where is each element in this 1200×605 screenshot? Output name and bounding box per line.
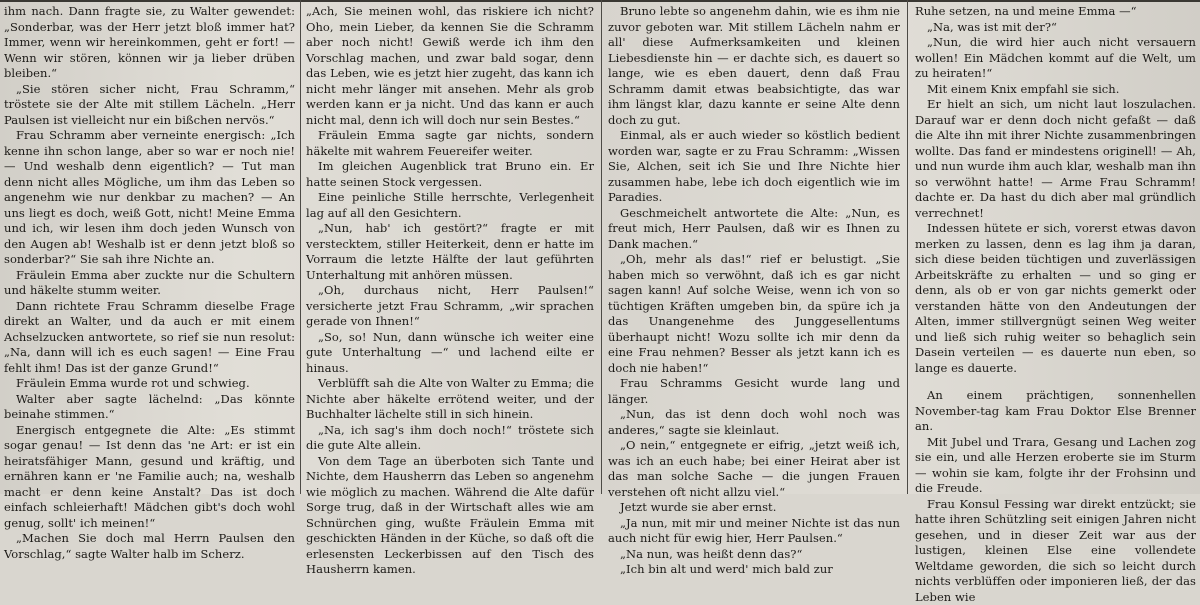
paragraph: Geschmeichelt antwortete die Alte: „Nun, es freut mich, Herr Paulsen, daß wir es Ihnen zu Dank machen.“ xyxy=(608,206,900,253)
paragraph: „Sie stören sicher nicht, Frau Schramm,“ tröstete sie der Alte mit stillem Lächeln. „Herr Paulsen ist vielleicht nur ein bißchen nervös.“ xyxy=(4,82,295,129)
column-divider xyxy=(907,0,908,494)
paragraph: „Ach, Sie meinen wohl, das riskiere ich nicht? Oho, mein Lieber, da kennen Sie die Schramm aber noch nicht! Gewiß werde ich ihm den Vorschlag machen, und zwar bald sogar, denn das Leben, wie es jetzt hier zugeht, das kann ich nicht mehr länger mit ansehen. Mehr als grob werden kann er ja nicht. Und das kann er auch nicht mal, denn ich will doch nur sein Bestes.“ xyxy=(306,4,594,128)
paragraph: Von dem Tage an überboten sich Tante und Nichte, dem Hausherrn das Leben so angenehm wie möglich zu machen. Während die Alte dafür Sorge trug, daß in der Wirtschaft alles wie am Schnürchen ging, wußte Fräulein Emma mit geschickten Händen in der Küche, so daß oft die erlesensten Leckerbissen auf den Tisch des Hausherrn kamen. xyxy=(306,454,594,578)
paragraph: „Oh, mehr als das!“ rief er belustigt. „Sie haben mich so verwöhnt, daß ich es gar nicht sagen kann! Auf solche Weise, wenn ich von so tüchtigen Kräften umgeben bin, da spüre ich ja das Unangenehme des Junggesellentums überhaupt nicht! Wozu sollte ich mir denn da eine Frau nehmen? Besser als jetzt kann ich es doch nie haben!“ xyxy=(608,252,900,376)
paragraph: Mit einem Knix empfahl sie sich. xyxy=(915,82,1196,98)
paragraph: Dann richtete Frau Schramm dieselbe Frage direkt an Walter, und da auch er mit einem Achselzucken antwortete, so rief sie nun resolut: „Na, dann will ich es euch sagen! — Eine Frau fehlt ihm! Das ist der ganze Grund!“ xyxy=(4,299,295,377)
paragraph: „So, so! Nun, dann wünsche ich weiter eine gute Unterhaltung —“ und lachend eilte er hinaus. xyxy=(306,330,594,377)
paragraph: „Na nun, was heißt denn das?“ xyxy=(608,547,900,563)
paragraph: „Na, ich sag's ihm doch noch!“ tröstete sich die gute Alte allein. xyxy=(306,423,594,454)
paragraph: Frau Schramm aber verneinte energisch: „Ich kenne ihn schon lange, aber so war er noch nie! — Und weshalb denn eigentlich? — Tut man denn nicht alles Mögliche, um ihm das Leben so angenehm wie nur denkbar zu machen? — An uns liegt es doch, weiß Gott, nicht! Meine Emma und ich, wir lesen ihm doch jeden Wunsch von den Augen ab! Weshalb ist er denn jetzt bloß so sonderbar?“ Sie sah ihre Nichte an. xyxy=(4,128,295,268)
paragraph: „Na, was ist mit der?“ xyxy=(915,20,1196,36)
paragraph: „Machen Sie doch mal Herrn Paulsen den Vorschlag,“ sagte Walter halb im Scherz. xyxy=(4,531,295,562)
paragraph: Verblüfft sah die Alte von Walter zu Emma; die Nichte aber häkelte errötend weiter, und der Buchhalter lächelte still in sich hinein. xyxy=(306,376,594,423)
paragraph: Eine peinliche Stille herrschte, Verlegenheit lag auf all den Gesichtern. xyxy=(306,190,594,221)
text-column-1 xyxy=(0,4,299,492)
paragraph: „Ja nun, mit mir und meiner Nichte ist das nun auch nicht für ewig hier, Herr Paulsen.“ xyxy=(608,516,900,547)
paragraph: Energisch entgegnete die Alte: „Es stimmt sogar genau! — Ist denn das 'ne Art: er ist ein heiratsfähiger Mann, gesund und kräftig, und ernähren kann er 'ne Familie auch; na, weshalb macht er denn keine Anstalt? Das ist doch einfach schleierhaft! Mädchen gibt's doch wohl genug, sollt' ich meinen!“ xyxy=(4,423,295,532)
paragraph: Mit Jubel und Trara, Gesang und Lachen zog sie ein, und alle Herzen eroberte sie im Sturm — wohin sie kam, folgte ihr der Frohsinn und die Freude. xyxy=(915,435,1196,497)
paragraph: Indessen hütete er sich, vorerst etwas davon merken zu lassen, denn es lag ihm ja daran, sich diese beiden tüchtigen und zuverlässigen Arbeitskräfte zu erhalten — und so ging er denn, als ob er von gar nichts gemerkt oder verstanden hätte von den Andeutungen der Alten, immer stillvergnügt seinen Weg weiter und ließ sich ruhig weiter so behaglich sein Dasein verteilen — es dauerte nun eben, so lange es dauerte. xyxy=(915,221,1196,376)
paragraph: Walter aber sagte lächelnd: „Das könnte beinahe stimmen.“ xyxy=(4,392,295,423)
paragraph: Ruhe setzen, na und meine Emma —“ xyxy=(915,4,1196,20)
paragraph: „O nein,“ entgegnete er eifrig, „jetzt weiß ich, was ich an euch habe; bei einer Heirat aber ist das man solche Sache — die jungen Frauen verstehen oft nicht allzu viel.“ xyxy=(608,438,900,500)
text-column-2 xyxy=(302,4,598,492)
text-column-4 xyxy=(911,4,1200,492)
column-divider xyxy=(300,0,301,494)
paragraph: Jetzt wurde sie aber ernst. xyxy=(608,500,900,516)
paragraph: Frau Schramms Gesicht wurde lang und länger. xyxy=(608,376,900,407)
paragraph: „Nun, die wird hier auch nicht versauern wollen! Ein Mädchen kommt auf die Welt, um zu heiraten!“ xyxy=(915,35,1196,82)
paragraph: Fräulein Emma aber zuckte nur die Schultern und häkelte stumm weiter. xyxy=(4,268,295,299)
paragraph: „Nun, das ist denn doch wohl noch was anderes,“ sagte sie kleinlaut. xyxy=(608,407,900,438)
paragraph: Fräulein Emma sagte gar nichts, sondern häkelte mit wahrem Feuereifer weiter. xyxy=(306,128,594,159)
paragraph: Fräulein Emma wurde rot und schwieg. xyxy=(4,376,295,392)
paragraph: „Nun, hab' ich gestört?“ fragte er mit verstecktem, stiller Heiterkeit, denn er hatte im Vorraum die letzte Hälfte der laut geführten Unterhaltung mit anhören müssen. xyxy=(306,221,594,283)
paragraph: Einmal, als er auch wieder so köstlich bedient worden war, sagte er zu Frau Schramm: „Wissen Sie, Alchen, seit ich Sie und Ihre Nichte hier zusammen habe, lebe ich doch eigentlich wie im Paradies. xyxy=(608,128,900,206)
paragraph: Im gleichen Augenblick trat Bruno ein. Er hatte seinen Stock vergessen. xyxy=(306,159,594,190)
top-rule xyxy=(0,0,1200,2)
paragraph: „Ich bin alt und werd' mich bald zur xyxy=(608,562,900,578)
text-column-3 xyxy=(604,4,904,492)
paragraph: ihm nach. Dann fragte sie, zu Walter gewendet: „Sonderbar, was der Herr jetzt bloß immer hat? Immer, wenn wir hereinkommen, geht er fort! — Wenn wir stören, können wir ja lieber drüben bleiben.“ xyxy=(4,4,295,82)
column-divider xyxy=(601,0,602,494)
paragraph: Frau Konsul Fessing war direkt entzückt; sie hatte ihren Schützling seit einigen Jahren nicht gesehen, und in dieser Zeit war aus der lustigen, kleinen Else eine vollendete Weltdame geworden, die sich so leicht durch nichts verblüffen oder imponieren ließ, der das Leben wie xyxy=(915,497,1196,605)
paragraph: An einem prächtigen, sonnenhellen November-tag kam Frau Doktor Else Brenner an. xyxy=(915,388,1196,435)
paragraph: Bruno lebte so angenehm dahin, wie es ihm nie zuvor geboten war. Mit stillem Lächeln nahm er all' diese Aufmerksamkeiten und kleinen Liebesdienste hin — er dachte sich, es dauert so lange, wie es eben dauert, denn daß Frau Schramm damit etwas beabsichtigte, das war ihm längst klar, dazu kannte er seine Alte denn doch zu gut. xyxy=(608,4,900,128)
paragraph: „Oh, durchaus nicht, Herr Paulsen!“ versicherte jetzt Frau Schramm, „wir sprachen gerade von Ihnen!“ xyxy=(306,283,594,330)
paragraph: Er hielt an sich, um nicht laut loszulachen. Darauf war er denn doch nicht gefaßt — daß die Alte ihn mit ihrer Nichte zusammenbringen wollte. Das fand er mindestens originell! — Ah, und nun wurde ihm auch klar, weshalb man ihn so verwöhnt hatte! — Arme Frau Schramm! dachte er. Da hast du dich aber mal gründlich verrechnet! xyxy=(915,97,1196,221)
